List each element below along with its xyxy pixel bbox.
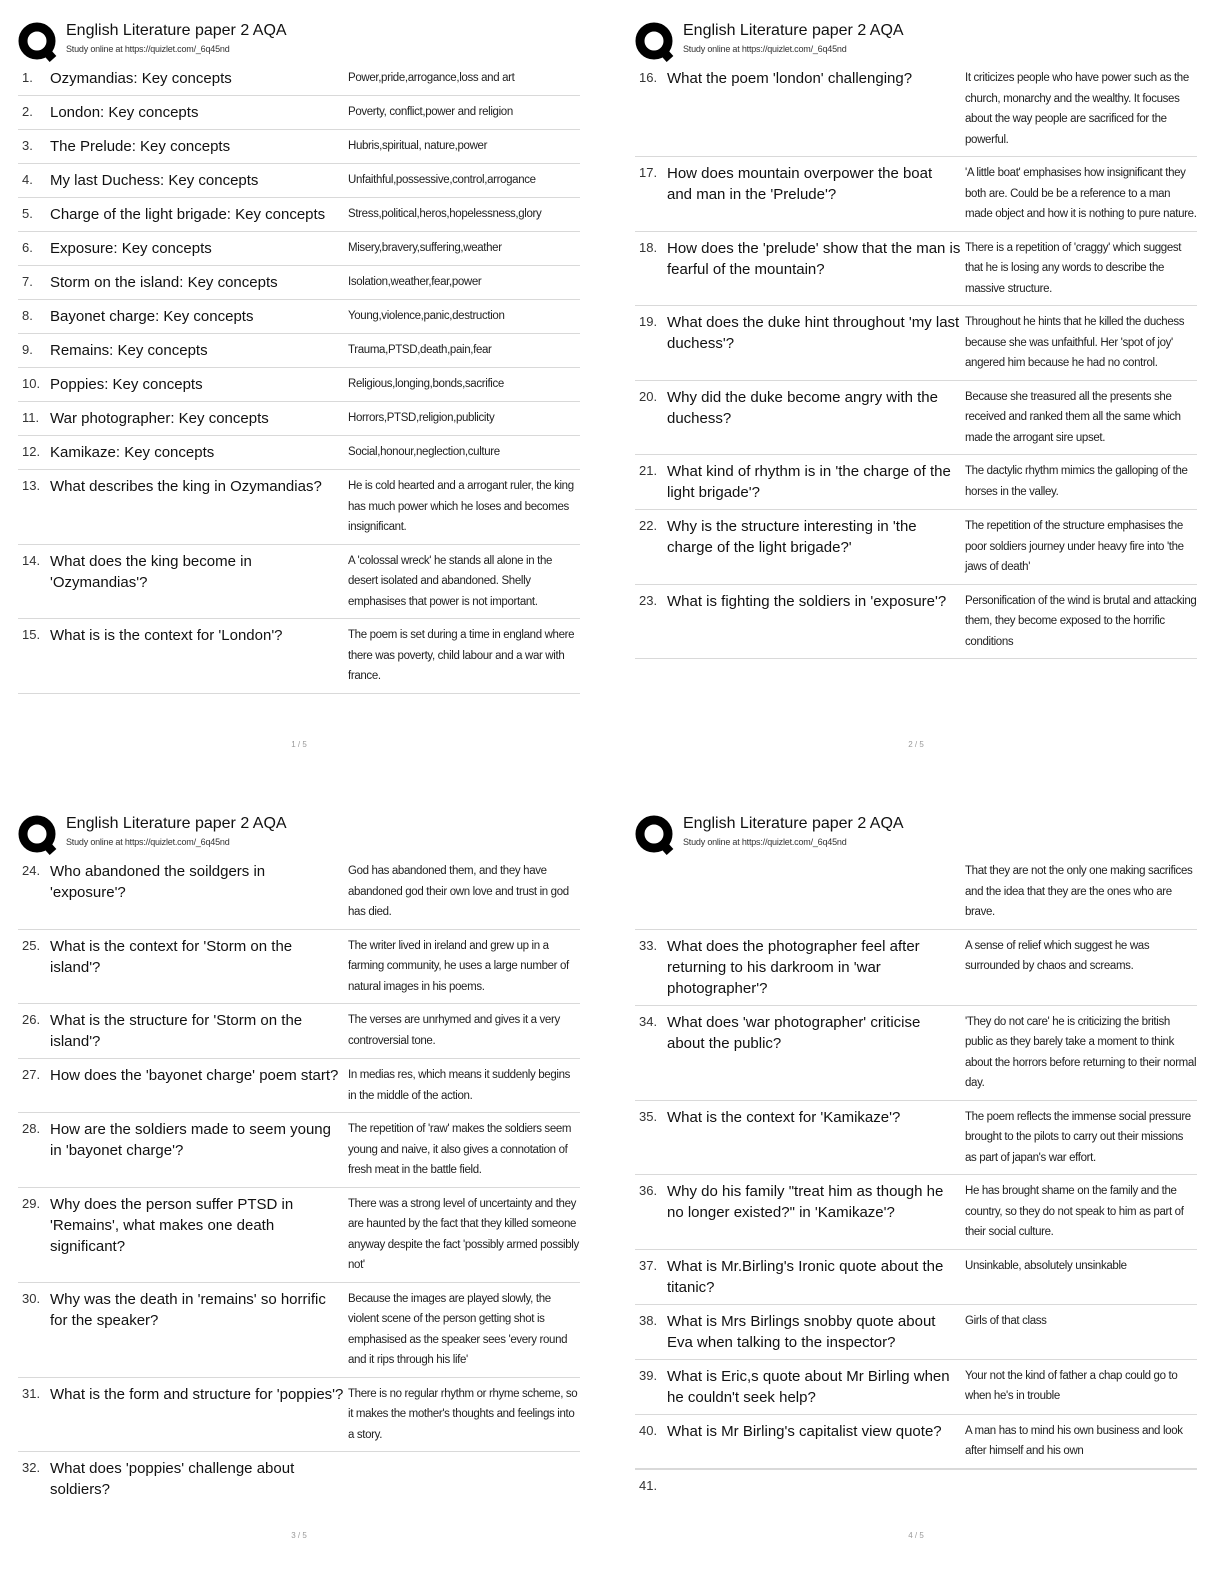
card-definition: Power,pride,arrogance,loss and art — [348, 72, 515, 84]
card-term: Charge of the light brigade: Key concepts — [50, 206, 326, 223]
card-definition: A man has to mind his own business and look after himself and his own — [965, 1424, 1183, 1457]
card-definition: 'They do not care' he is criticizing the british public as they barely take a moment to think about the horrors before returning to their normal day. — [965, 1015, 1197, 1089]
card-definition: Because the images are played slowly, the violent scene of the person getting shot is emphasised as the speaker sees 'every round and it rips through his life' — [348, 1292, 568, 1366]
card-number: 4. — [22, 172, 33, 187]
card-definition: Throughout he hints that he killed the duchess because she was unfaithful. Her 'spot of joy' angered him because he had no control. — [965, 316, 1185, 369]
card-definition: Unsinkable, absolutely unsinkable — [965, 1259, 1127, 1272]
flashcard-row — [635, 585, 1197, 660]
card-definition: It criticizes people who have power such as the church, monarchy and the wealthy. It focuses about the way people are sacrificed for the powerful. — [965, 72, 1189, 146]
flashcard-row — [18, 855, 580, 930]
flashcard-row — [635, 1469, 1197, 1502]
study-online-link[interactable]: Study online at https://quizlet.com/_6q45nd — [66, 44, 230, 54]
card-number: 35. — [639, 1108, 658, 1124]
card-term — [667, 1476, 965, 1496]
card-term: What the poem 'london' challenging? — [667, 70, 913, 87]
card-term: What is the structure for 'Storm on the island'? — [50, 1012, 303, 1050]
card-term: What does the duke hint throughout 'my last duchess'? — [667, 314, 960, 352]
card-number: 25. — [22, 937, 41, 953]
card-definition: The poem is set during a time in england where there was poverty, child labour and a war with france. — [348, 629, 575, 682]
card-definition: Because she treasured all the presents she received and ranked them all the same which made the arrogant sire upset. — [965, 390, 1181, 444]
card-definition: He is cold hearted and a arrogant ruler, the king has much power which he loses and becomes insignificant. — [348, 480, 574, 533]
card-term: What is Mr Birling's capitalist view quote? — [667, 1422, 942, 1440]
flashcard-row — [18, 96, 580, 130]
flashcard-row — [635, 1415, 1197, 1469]
card-term: Kamikaze: Key concepts — [50, 444, 215, 461]
flashcard-row — [18, 266, 580, 300]
card-definition: Stress,political,heros,hopelessness,glory — [348, 208, 542, 220]
card-definition: A 'colossal wreck' he stands all alone in the desert isolated and abandoned. Shelly emphasises that power is not important. — [348, 554, 553, 608]
card-definition: Isolation,weather,fear,power — [348, 276, 482, 288]
page-1 — [18, 18, 580, 749]
card-definition: There is a repetition of 'craggy' which suggest that he is losing any words to describe the massive structure. — [965, 241, 1182, 295]
card-definition: He has brought shame on the family and the country, so they do not speak to him as part of their social culture. — [965, 1185, 1184, 1238]
study-online-link[interactable]: Study online at https://quizlet.com/_6q45nd — [683, 837, 847, 847]
card-term: The Prelude: Key concepts — [50, 138, 231, 155]
quizlet-logo-icon — [635, 815, 675, 855]
card-term: What is Mr.Birling's Ironic quote about the titanic? — [667, 1257, 944, 1296]
flashcard-list — [18, 855, 580, 1506]
card-number: 29. — [22, 1195, 41, 1211]
card-term — [667, 861, 965, 923]
page-number: 3 / 5 — [291, 1531, 307, 1540]
card-definition: Horrors,PTSD,religion,publicity — [348, 412, 495, 424]
quizlet-logo-icon — [18, 22, 58, 62]
card-number: 18. — [639, 239, 658, 255]
card-term: What does the king become in 'Ozymandias'? — [50, 552, 252, 591]
card-number: 33. — [639, 937, 658, 953]
card-definition: Personification of the wind is brutal and attacking them, they become exposed to the horrific conditions — [965, 594, 1197, 648]
card-definition: Your not the kind of father a chap could go to when he's in trouble — [965, 1369, 1178, 1402]
flashcard-row — [18, 164, 580, 198]
card-term: What describes the king in Ozymandias? — [50, 478, 322, 495]
card-number: 40. — [639, 1422, 658, 1438]
card-number: 30. — [22, 1290, 41, 1306]
card-number: 10. — [22, 376, 41, 391]
flashcard-row — [635, 930, 1197, 1006]
document-title: English Literature paper 2 AQA — [683, 815, 904, 832]
card-term: Storm on the island: Key concepts — [50, 274, 278, 291]
card-term: Why was the death in 'remains' so horrific for the speaker? — [50, 1290, 326, 1329]
card-definition: Hubris,spiritual, nature,power — [348, 140, 488, 152]
flashcard-list — [635, 62, 1197, 659]
flashcard-row — [18, 1283, 580, 1378]
card-term: What is fighting the soldiers in 'exposure'? — [667, 592, 947, 610]
card-definition: God has abandoned them, and they have abandoned god their own love and trust in god has died. — [348, 865, 569, 918]
card-number: 31. — [22, 1385, 41, 1401]
card-term: What is the form and structure for 'poppies'? — [50, 1385, 344, 1403]
card-term: What is the context for 'Storm on the island'? — [50, 937, 293, 976]
flashcard-row — [635, 62, 1197, 157]
page-4 — [635, 811, 1197, 1540]
flashcard-row — [635, 1175, 1197, 1250]
card-definition — [965, 1476, 1197, 1496]
card-term: What is is the context for 'London'? — [50, 627, 283, 644]
card-definition: There is no regular rhythm or rhyme scheme, so it makes the mother's thoughts and feelings into a story. — [348, 1387, 578, 1441]
card-number: 24. — [22, 863, 41, 878]
card-definition: That they are not the only one making sacrifices and the idea that they are the ones who are brave. — [965, 865, 1193, 918]
flashcard-row — [635, 510, 1197, 585]
card-term: Why is the structure interesting in 'the charge of the light brigade?' — [667, 518, 917, 556]
page-header — [18, 18, 580, 62]
flashcard-row — [18, 368, 580, 402]
card-term: How are the soldiers made to seem young in 'bayonet charge'? — [50, 1121, 331, 1159]
card-term: What does 'war photographer' criticise about the public? — [667, 1013, 921, 1052]
study-online-link[interactable]: Study online at https://quizlet.com/_6q45nd — [683, 44, 847, 54]
flashcard-row — [18, 545, 580, 620]
card-term: Why do his family "treat him as though he no longer existed?" in 'Kamikaze'? — [667, 1183, 944, 1221]
flashcard-row — [18, 1004, 580, 1059]
card-number: 34. — [639, 1013, 658, 1029]
page-3 — [18, 811, 580, 1540]
card-definition: In medias res, which means it suddenly begins in the middle of the action. — [348, 1069, 571, 1102]
card-definition: Unfaithful,possessive,control,arrogance — [348, 174, 536, 186]
flashcard-row — [18, 402, 580, 436]
flashcard-row — [18, 300, 580, 334]
flashcard-row — [18, 232, 580, 266]
card-number: 1. — [22, 70, 33, 85]
page-number: 4 / 5 — [908, 1531, 924, 1540]
card-number: 32. — [22, 1460, 41, 1475]
card-number: 14. — [22, 552, 41, 568]
card-definition: Young,violence,panic,destruction — [348, 310, 505, 322]
card-number: 13. — [22, 478, 41, 493]
card-number: 19. — [639, 314, 658, 329]
card-term: What does the photographer feel after returning to his darkroom in 'war photographer'? — [667, 937, 920, 997]
card-term: Bayonet charge: Key concepts — [50, 308, 254, 325]
card-term: How does the 'prelude' show that the man is fearful of the mountain? — [667, 239, 961, 278]
card-definition: Misery,bravery,suffering,weather — [348, 242, 502, 254]
flashcard-row — [18, 1113, 580, 1188]
card-term: My last Duchess: Key concepts — [50, 172, 259, 189]
flashcard-row — [635, 157, 1197, 232]
document-title: English Literature paper 2 AQA — [683, 22, 904, 39]
card-number: 21. — [639, 463, 658, 478]
card-term: War photographer: Key concepts — [50, 410, 269, 427]
card-number: 39. — [639, 1367, 658, 1383]
card-number: 41. — [639, 1477, 658, 1493]
card-term: What is Mrs Birlings snobby quote about Eva when talking to the inspector? — [667, 1312, 936, 1351]
flashcard-row — [18, 930, 580, 1005]
flashcard-row — [635, 232, 1197, 307]
card-number: 15. — [22, 627, 41, 642]
card-term: How does mountain overpower the boat and man in the 'Prelude'? — [667, 165, 933, 203]
card-definition: Girls of that class — [965, 1314, 1047, 1327]
flashcard-row — [18, 62, 580, 96]
flashcard-list — [635, 855, 1197, 1502]
flashcard-row — [635, 1305, 1197, 1360]
card-definition: The repetition of the structure emphasises the poor soldiers journey under heavy fire into 'the jaws of death' — [965, 520, 1184, 573]
flashcard-row — [18, 1059, 580, 1113]
card-term: What is Eric,s quote about Mr Birling when he couldn't seek help? — [667, 1367, 950, 1406]
flashcard-row — [18, 198, 580, 232]
page-header — [635, 811, 1197, 855]
quizlet-logo-icon — [18, 815, 58, 855]
card-definition: Religious,longing,bonds,sacrifice — [348, 378, 504, 390]
document-title: English Literature paper 2 AQA — [66, 22, 287, 39]
card-number: 28. — [22, 1121, 41, 1136]
card-definition: A sense of relief which suggest he was surrounded by chaos and screams. — [965, 939, 1150, 972]
card-number: 11. — [22, 410, 40, 425]
card-definition: There was a strong level of uncertainty and they are haunted by the fact that they killed someone anyway despite the fact 'possibly armed possibly not' — [348, 1197, 579, 1271]
card-term: Why did the duke become angry with the duchess? — [667, 388, 938, 427]
card-definition: The verses are unrhymed and gives it a very controversial tone. — [348, 1014, 560, 1047]
card-definition: The dactylic rhythm mimics the galloping of the horses in the valley. — [965, 465, 1188, 498]
card-number: 8. — [22, 308, 33, 323]
card-definition: Trauma,PTSD,death,pain,fear — [348, 344, 492, 356]
card-number: 7. — [22, 274, 33, 289]
card-definition: The poem reflects the immense social pressure brought to the pilots to carry out their missions as part of japan's war effort. — [965, 1110, 1191, 1164]
card-definition: Social,honour,neglection,culture — [348, 446, 500, 458]
flashcard-row — [18, 130, 580, 164]
card-term: Remains: Key concepts — [50, 342, 208, 359]
card-term: London: Key concepts — [50, 104, 199, 121]
card-number: 20. — [639, 388, 658, 404]
card-term: What is the context for 'Kamikaze'? — [667, 1108, 901, 1126]
card-term: Exposure: Key concepts — [50, 240, 212, 257]
page-header — [18, 811, 580, 855]
card-number: 37. — [639, 1257, 658, 1273]
card-term: What does 'poppies' challenge about soldiers? — [50, 1460, 295, 1498]
card-term: Ozymandias: Key concepts — [50, 70, 232, 87]
page-2 — [635, 18, 1197, 749]
card-number: 26. — [22, 1012, 41, 1027]
page-header — [635, 18, 1197, 62]
flashcard-row — [635, 1250, 1197, 1305]
card-number: 16. — [639, 70, 658, 85]
flashcard-row — [18, 619, 580, 694]
flashcard-row — [635, 455, 1197, 510]
flashcard-row — [635, 306, 1197, 381]
card-number: 36. — [639, 1183, 658, 1198]
card-number: 6. — [22, 240, 33, 255]
card-number: 38. — [639, 1312, 658, 1328]
card-definition — [348, 1458, 580, 1500]
quizlet-logo-icon — [635, 22, 675, 62]
flashcard-row — [18, 1452, 580, 1506]
card-definition: Poverty, conflict,power and religion — [348, 106, 513, 118]
card-term: What kind of rhythm is in 'the charge of the light brigade'? — [667, 463, 951, 501]
flashcard-row — [635, 381, 1197, 456]
card-number: 23. — [639, 592, 658, 608]
flashcard-row — [18, 470, 580, 545]
flashcard-row — [635, 855, 1197, 930]
flashcard-row — [18, 334, 580, 368]
card-number: 22. — [639, 518, 658, 533]
card-definition: 'A little boat' emphasises how insignificant they both are. Could be be a reference to a man made object and how it is nothing to pure nature. — [965, 167, 1197, 220]
card-number: 3. — [22, 138, 33, 153]
study-online-link[interactable]: Study online at https://quizlet.com/_6q45nd — [66, 837, 230, 847]
flashcard-list — [18, 62, 580, 694]
card-definition: The repetition of 'raw' makes the soldiers seem young and naive, it also gives a connotation of fresh meat in the battle field. — [348, 1123, 572, 1176]
card-number: 5. — [22, 206, 33, 221]
card-number: 17. — [639, 165, 658, 180]
card-term: Why does the person suffer PTSD in 'Remains', what makes one death significant? — [50, 1195, 294, 1255]
flashcard-row — [635, 1360, 1197, 1415]
page-number: 2 / 5 — [908, 740, 924, 749]
flashcard-row — [18, 436, 580, 470]
document-title: English Literature paper 2 AQA — [66, 815, 287, 832]
page-number: 1 / 5 — [291, 740, 307, 749]
card-term: How does the 'bayonet charge' poem start? — [50, 1067, 339, 1084]
card-number: 9. — [22, 342, 33, 357]
card-term: Poppies: Key concepts — [50, 376, 203, 393]
card-definition: The writer lived in ireland and grew up in a farming community, he uses a large number of natural images in his poems. — [348, 939, 569, 993]
card-number: 12. — [22, 444, 41, 459]
card-number — [635, 861, 667, 923]
flashcard-row — [18, 1378, 580, 1453]
card-term: Who abandoned the soildgers in 'exposure'? — [50, 863, 266, 901]
flashcard-row — [18, 1188, 580, 1283]
flashcard-row — [635, 1101, 1197, 1176]
flashcard-row — [635, 1006, 1197, 1101]
card-number: 27. — [22, 1067, 41, 1082]
card-number: 2. — [22, 104, 33, 119]
